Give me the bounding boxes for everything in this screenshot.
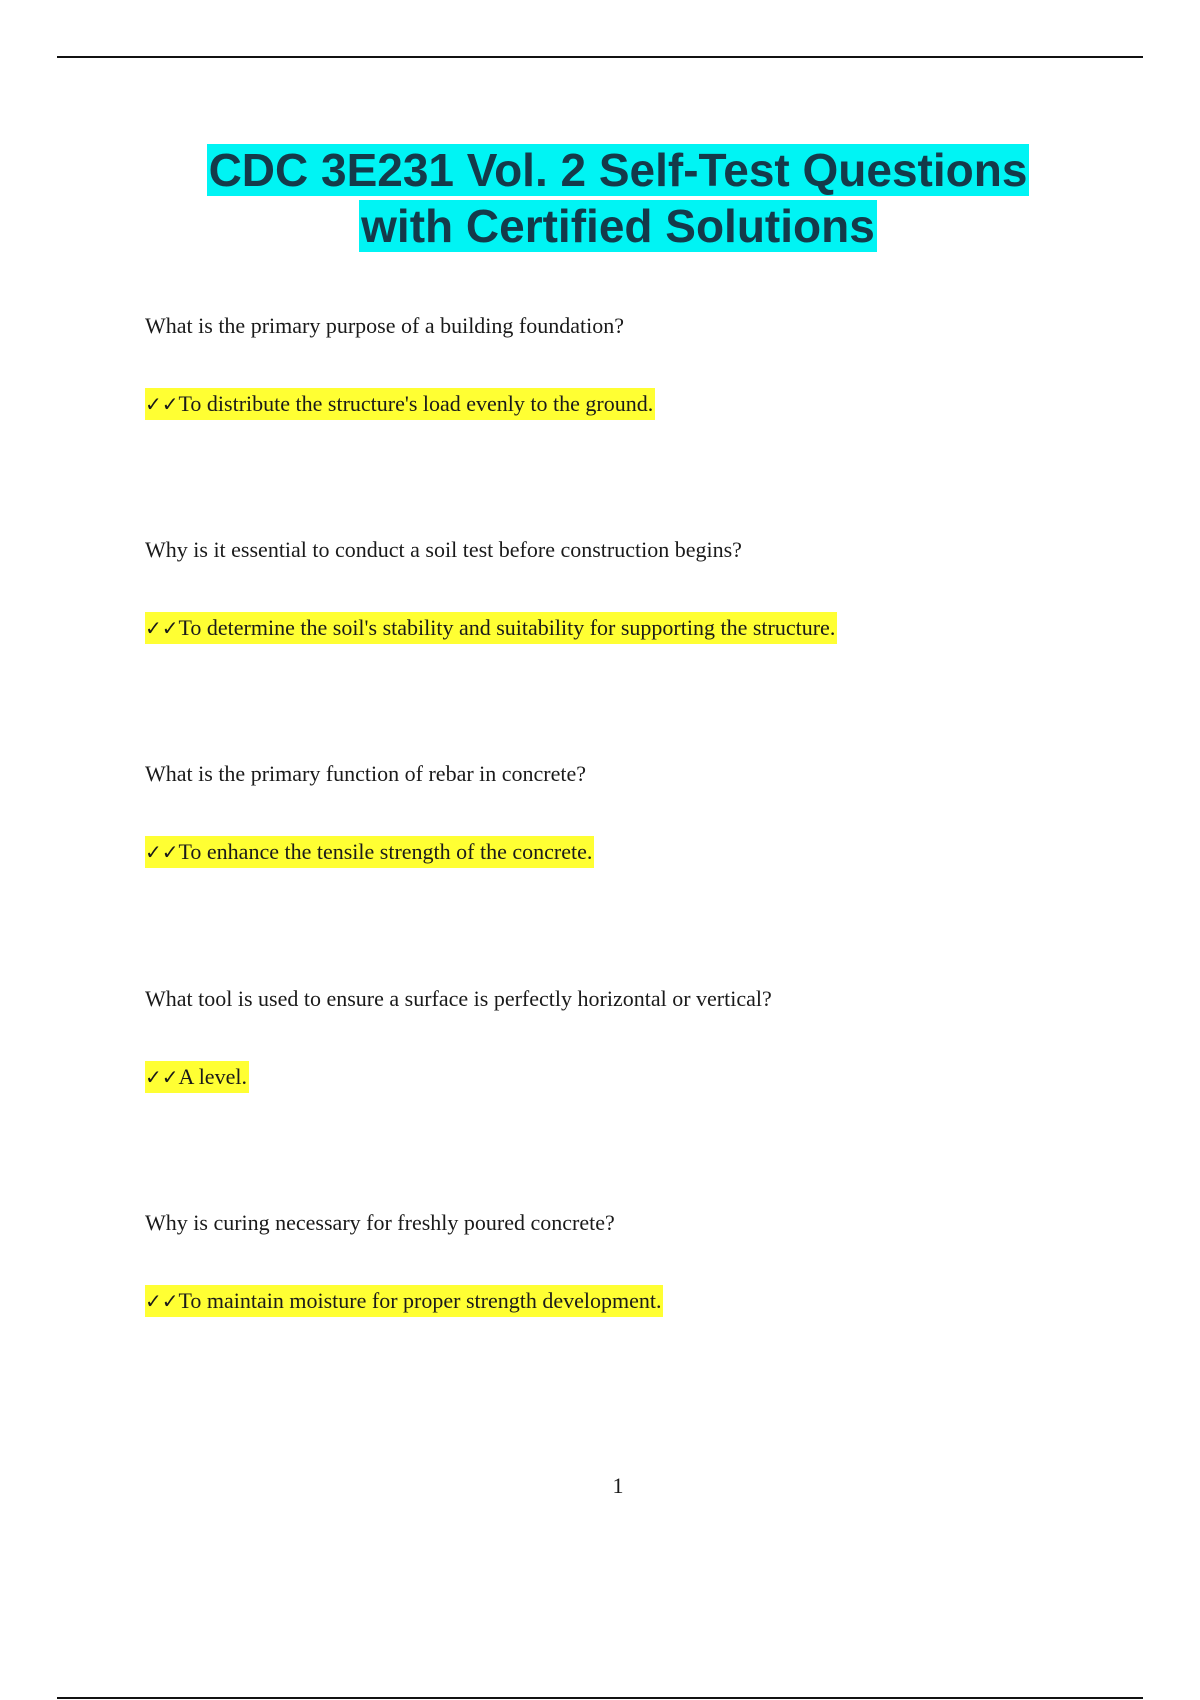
question-text: What is the primary function of rebar in concrete? bbox=[145, 761, 587, 786]
top-rule bbox=[57, 56, 1143, 58]
answer-highlight bbox=[145, 388, 655, 420]
page-number: 1 bbox=[612, 1473, 624, 1498]
bottom-rule bbox=[57, 1697, 1143, 1699]
answer-highlight bbox=[145, 836, 594, 868]
answer-text: A level. bbox=[178, 1064, 247, 1089]
question-text: What is the primary purpose of a building foundation? bbox=[145, 313, 624, 338]
question-text: What tool is used to ensure a surface is perfectly horizontal or vertical? bbox=[145, 986, 772, 1011]
answer-highlight bbox=[145, 612, 837, 644]
answer-text: To enhance the tensile strength of the concrete. bbox=[178, 839, 593, 864]
double-check-icon: ✓✓ bbox=[145, 1065, 179, 1089]
answer-text: To distribute the structure's load evenly to the ground. bbox=[178, 391, 654, 416]
double-check-icon: ✓✓ bbox=[145, 1289, 179, 1313]
answer-text: To maintain moisture for proper strength development. bbox=[178, 1288, 662, 1313]
double-check-icon: ✓✓ bbox=[145, 840, 179, 864]
answer-text: To determine the soil's stability and suitability for supporting the structure. bbox=[178, 615, 836, 640]
answer-highlight bbox=[145, 1061, 249, 1093]
title-line-1: CDC 3E231 Vol. 2 Self-Test Questions bbox=[208, 144, 1028, 196]
double-check-icon: ✓✓ bbox=[145, 616, 179, 640]
document-title bbox=[0, 142, 1200, 254]
double-check-icon: ✓✓ bbox=[145, 392, 179, 416]
answer-highlight bbox=[145, 1285, 663, 1317]
question-text: Why is curing necessary for freshly poured concrete? bbox=[145, 1210, 615, 1235]
question-text: Why is it essential to conduct a soil test before construction begins? bbox=[145, 537, 742, 562]
title-line-2: with Certified Solutions bbox=[361, 200, 875, 252]
